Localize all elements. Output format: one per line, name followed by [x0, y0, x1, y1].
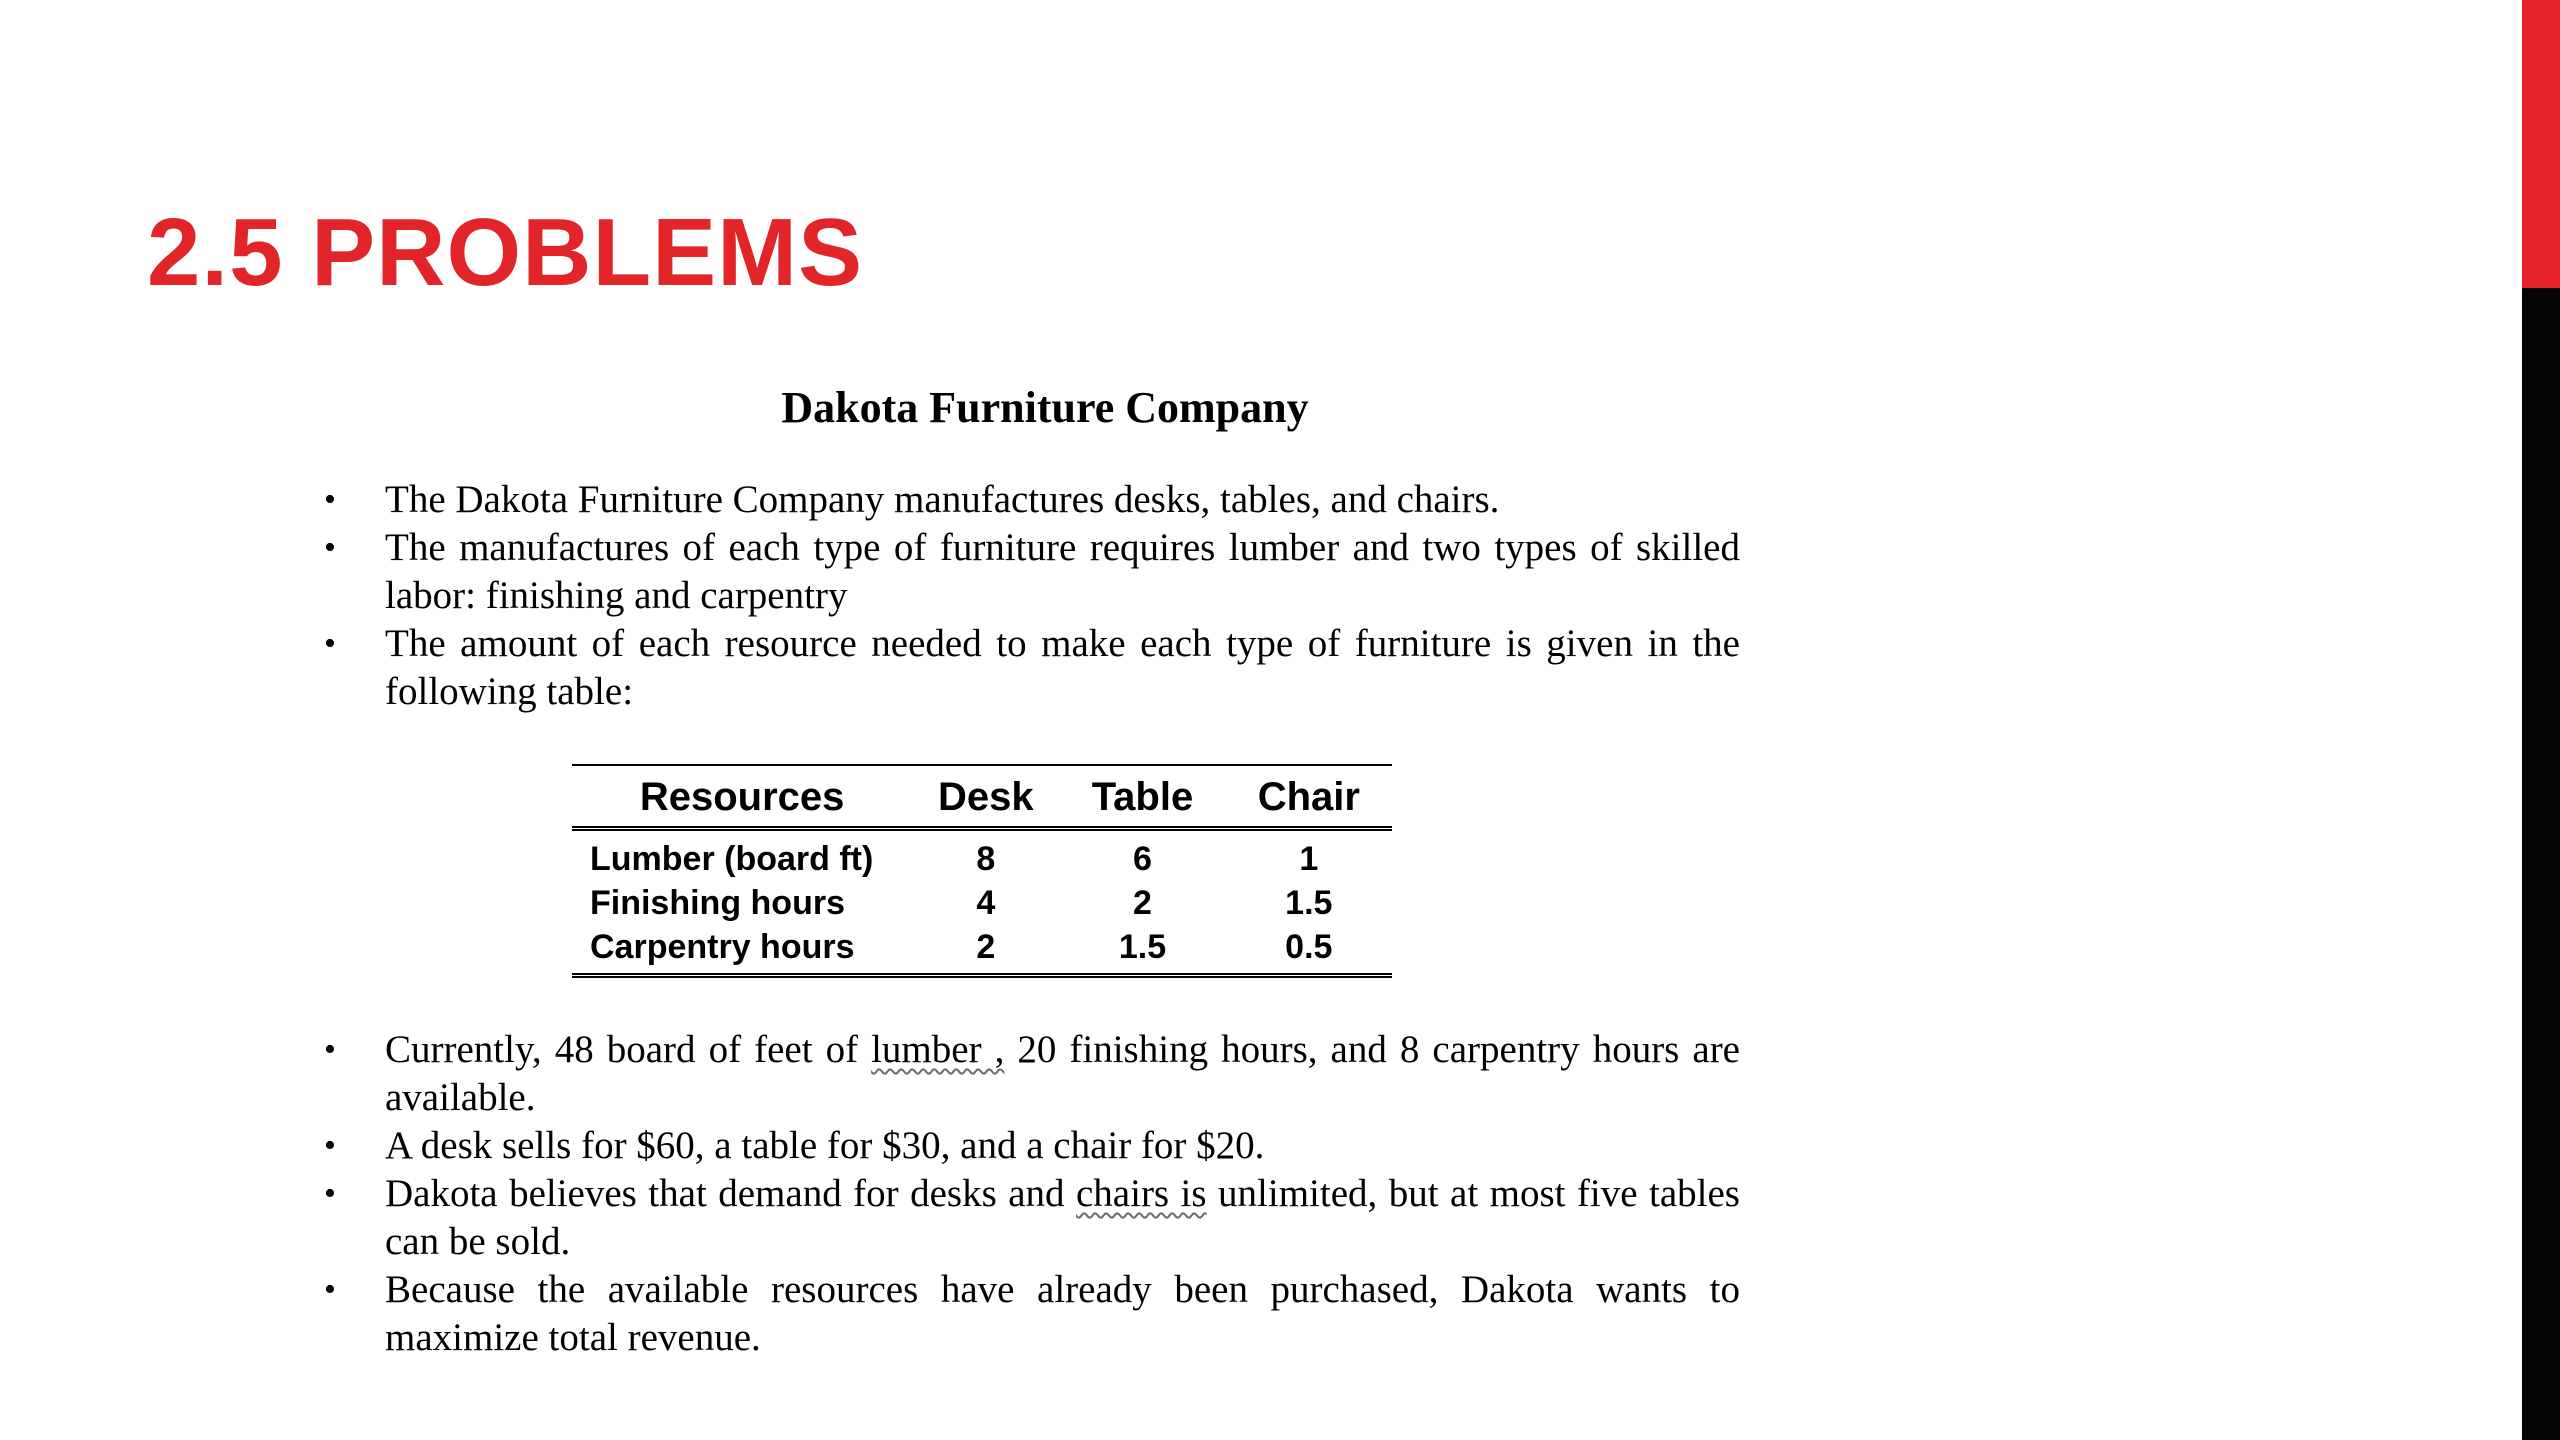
- bullet-text-part: 20 finishing hours, and 8 carpentry hours are available.: [385, 1028, 1740, 1119]
- bullet-text: [385, 1028, 1740, 1119]
- bullet-dot-icon: •: [324, 625, 336, 662]
- table-cell: Carpentry hours: [590, 928, 855, 966]
- bullet-text: Because the available resources have already been purchased, Dakota wants to maximize total revenue.: [385, 1268, 1740, 1359]
- bullet-item: [310, 524, 1740, 620]
- bullet-text: The Dakota Furniture Company manufactures desks, tables, and chairs.: [385, 478, 1500, 521]
- table-header-cell: Chair: [1226, 765, 1392, 829]
- document-heading: Dakota Furniture Company: [781, 383, 1309, 432]
- bullet-dot-icon: •: [324, 1271, 336, 1308]
- table-cell: 6: [1133, 840, 1152, 878]
- bullet-item: [310, 620, 1740, 716]
- bullet-text-part: unlimited, but at most five tables can be sold.: [385, 1172, 1740, 1263]
- table-header-cell: Resources: [572, 765, 912, 829]
- bullet-text: The manufactures of each type of furniture requires lumber and two types of skilled labor: finishing and carpentry: [385, 526, 1740, 617]
- intro-bullet-list: [310, 476, 1740, 716]
- bullet-text: [385, 1172, 1740, 1263]
- bullet-item: [310, 1026, 1740, 1122]
- table-cell: 2: [976, 928, 996, 966]
- table-cell: 2: [1133, 884, 1152, 922]
- bullet-dot-icon: •: [324, 1175, 336, 1212]
- bullet-text: The amount of each resource needed to make each type of furniture is given in the following table:: [385, 622, 1740, 713]
- spellcheck-marked-text: lumber ,: [871, 1028, 1005, 1071]
- bullet-text: A desk sells for $60, a table for $30, and a chair for $20.: [385, 1124, 1265, 1167]
- table-header-cell: Table: [1059, 765, 1225, 829]
- bullet-text-part: Currently, 48 board of feet of: [385, 1028, 872, 1071]
- table-cell: Finishing hours: [590, 884, 845, 922]
- table-cell: 1: [1299, 840, 1319, 878]
- bullet-item: [310, 1266, 1740, 1362]
- details-bullet-list: [310, 1026, 1740, 1362]
- bullet-item: [310, 1170, 1740, 1266]
- resource-table: [572, 764, 1392, 978]
- bullet-text-part: Dakota believes that demand for desks and: [385, 1172, 1076, 1215]
- resource-table-wrapper: [572, 764, 1392, 978]
- table-cell: 1.5: [1118, 928, 1167, 966]
- table-row: [572, 881, 1392, 925]
- table-cell: Lumber (board ft): [590, 840, 874, 878]
- bullet-dot-icon: •: [324, 1127, 336, 1164]
- table-cell: 0.5: [1285, 928, 1333, 966]
- table-row: [572, 925, 1392, 976]
- bullet-item: [310, 1122, 1740, 1170]
- table-cell: 1.5: [1285, 884, 1333, 922]
- bullet-dot-icon: •: [324, 1031, 336, 1068]
- table-cell: 4: [976, 884, 996, 922]
- slide-title: 2.5 PROBLEMS: [147, 199, 864, 306]
- table-cell: 8: [976, 840, 996, 878]
- bullet-dot-icon: •: [324, 481, 336, 518]
- table-header-cell: Desk: [912, 765, 1059, 829]
- table-row: [572, 829, 1392, 882]
- table-header-row: [572, 765, 1392, 829]
- bullet-dot-icon: •: [324, 529, 336, 566]
- side-accent-bar: [2522, 0, 2560, 1440]
- side-accent-bar-red: [2522, 0, 2560, 288]
- spellcheck-marked-text: chairs is: [1075, 1172, 1207, 1215]
- problem-document: [310, 380, 1740, 1362]
- bullet-item: [310, 476, 1740, 524]
- side-accent-bar-black: [2522, 288, 2560, 1440]
